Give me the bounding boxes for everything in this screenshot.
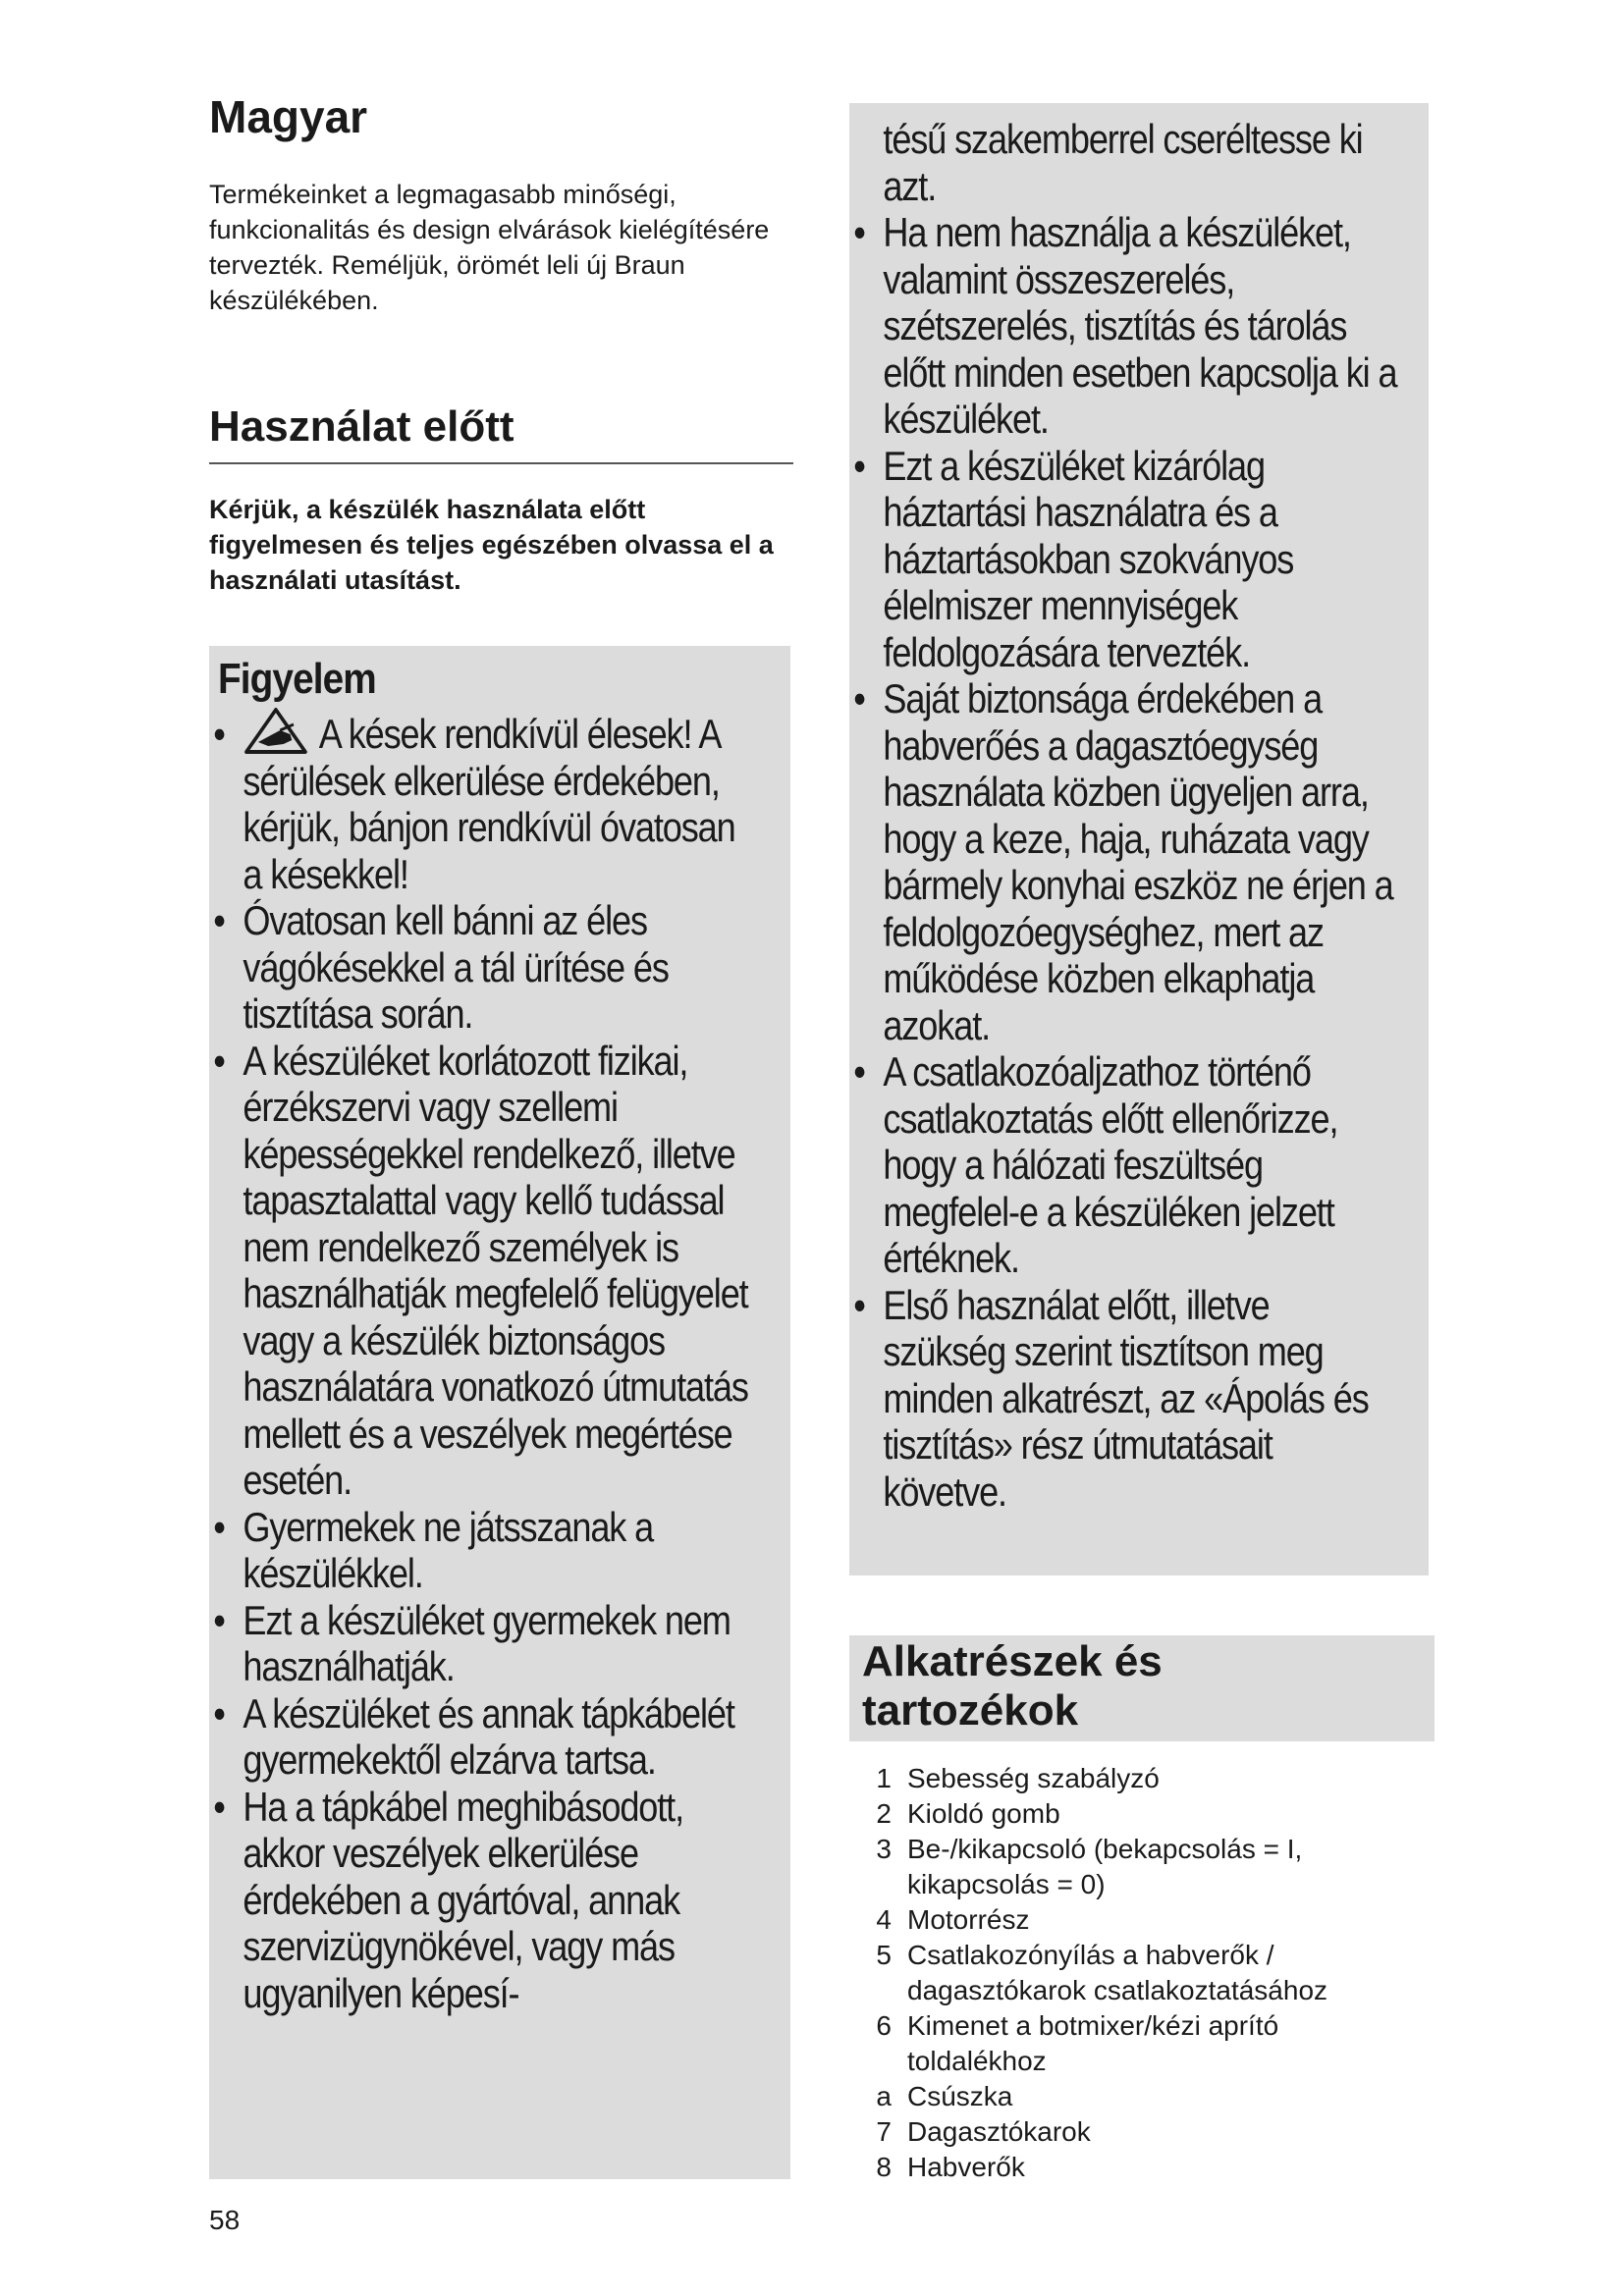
warning-heading: Figyelem	[218, 655, 376, 703]
part-label: Be-/kikapcsoló (bekapcsolás = I, kikapcsolás = 0)	[907, 1834, 1303, 1899]
warning-item	[849, 209, 1398, 443]
warning-item-text: A kések rendkívül élesek! A sérülések elkerülése érdekében, kérjük, bánjon rendkívül óvatosan a késekkel!	[243, 711, 735, 897]
bullet-icon: •	[853, 442, 865, 489]
part-number: 5	[876, 1940, 892, 1970]
intro-paragraph: Termékeinket a legmagasabb minőségi, funkcionalitás és design elvárások kielégítésére tervezték. Reméljük, örömét leli új Braun készülékében.	[209, 180, 770, 315]
part-label: Csatlakozónyílás a habverők / dagasztókarok csatlakoztatásához	[907, 1940, 1328, 2005]
bullet-icon: •	[853, 675, 865, 721]
bullet-icon: •	[213, 711, 225, 757]
warning-item	[209, 711, 749, 897]
warning-item	[849, 675, 1398, 1048]
bullet-icon: •	[213, 1037, 225, 1084]
part-number: 1	[876, 1763, 892, 1793]
warning-list-left	[209, 711, 749, 2016]
parts-list-item	[862, 1796, 1412, 1832]
part-label: Kimenet a botmixer/kézi aprító toldalékhoz	[907, 2010, 1279, 2076]
part-number: 2	[876, 1798, 892, 1829]
warning-item	[209, 1784, 749, 2017]
before-use-instruction: Kérjük, a készülék használata előtt figyelmesen és teljes egészében olvassa el a használati utasítást.	[209, 495, 774, 595]
parts-list-item	[862, 2150, 1412, 2185]
before-use-heading: Használat előtt	[209, 402, 514, 451]
sharp-blade-hand-warning-icon	[243, 707, 308, 756]
parts-list-item	[862, 1832, 1412, 1902]
part-number: a	[876, 2081, 892, 2111]
warning-item-text: Első használat előtt, illetve szükség szerint tisztítson meg minden alkatrészt, az «Ápolás és tisztítás» rész útmutatásait követve.	[883, 1281, 1369, 1515]
warning-item-text: Óvatosan kell bánni az éles vágókésekkel a tál ürítése és tisztítása során.	[243, 897, 669, 1037]
parts-list	[862, 1761, 1412, 2185]
bullet-icon: •	[853, 209, 865, 255]
part-number: 6	[876, 2010, 892, 2041]
bullet-icon: •	[213, 1503, 225, 1550]
part-number: 4	[876, 1904, 892, 1935]
parts-list-item	[862, 1761, 1412, 1796]
warning-item	[849, 1282, 1398, 1516]
bullet-icon: •	[213, 1783, 225, 1830]
warning-item-text: Ezt a készüléket kizárólag háztartási használatra és a háztartásokban szokványos élelmiszer mennyiségek feldolgozására tervezték.	[883, 442, 1294, 675]
warning-item-text: Ezt a készüléket gyermekek nem használhatják.	[243, 1596, 731, 1689]
part-label: Csúszka	[907, 2081, 1013, 2111]
warning-item	[209, 1690, 749, 1784]
warning-item-text: A csatlakozóaljzathoz történő csatlakoztatás előtt ellenőrizze, hogy a hálózati feszültség megfelel-e a készüléken jelzett értéknek.	[883, 1048, 1338, 1281]
warning-item	[209, 897, 749, 1038]
warning-item	[209, 1038, 749, 1504]
warning-list-right	[849, 116, 1398, 1515]
bullet-icon: •	[213, 1689, 225, 1736]
parts-list-item	[862, 2008, 1412, 2079]
warning-item-text: tésű szakemberrel cseréltesse ki azt.	[883, 116, 1363, 209]
part-label: Habverők	[907, 2152, 1025, 2182]
bullet-icon: •	[853, 1048, 865, 1095]
warning-item	[209, 1597, 749, 1690]
warning-item	[849, 443, 1398, 676]
part-label: Motorrész	[907, 1904, 1030, 1935]
bullet-icon: •	[213, 897, 225, 943]
warning-item-text: Ha a tápkábel meghibásodott, akkor veszélyek elkerülése érdekében a gyártóval, annak szervizügynökével, vagy más ugyanilyen képesí-	[243, 1783, 684, 2016]
parts-list-item	[862, 2114, 1412, 2150]
part-label: Kioldó gomb	[907, 1798, 1060, 1829]
part-label: Dagasztókarok	[907, 2116, 1091, 2147]
parts-list-item	[862, 2079, 1412, 2114]
part-number: 7	[876, 2116, 892, 2147]
heading-divider	[209, 462, 793, 464]
warning-item-continued	[849, 116, 1398, 209]
bullet-icon: •	[853, 1281, 865, 1328]
part-number: 3	[876, 1834, 892, 1864]
parts-list-item	[862, 1938, 1412, 2008]
warning-item	[849, 1048, 1398, 1282]
part-number: 8	[876, 2152, 892, 2182]
warning-item-text: Saját biztonsága érdekében a habverőés a dagasztóegység használata közben ügyeljen arra, hogy a keze, haja, ruházata vagy bármely konyhai eszköz ne érjen a feldolgozóegységhez, mert az működése közben elkaphatja azokat.	[883, 675, 1393, 1048]
warning-item-text: Ha nem használja a készüléket, valamint összeszerelés, szétszerelés, tisztítás és tárolás előtt minden esetben kapcsolja ki a készüléket.	[883, 209, 1397, 442]
warning-item-text: A készüléket korlátozott fizikai, érzékszervi vagy szellemi képességekkel rendelkező, illetve tapasztalattal vagy kellő tudással nem rendelkező személyek is használhatják megfelelő felügyelet vagy a készülék biztonságos használatára vonatkozó útmutatás mellett és a veszélyek megértése esetén.	[243, 1037, 748, 1503]
parts-heading: Alkatrészek és tartozékok	[862, 1637, 1163, 1735]
warning-item-text: Gyermekek ne játsszanak a készülékkel.	[243, 1503, 654, 1596]
parts-list-item	[862, 1902, 1412, 1938]
part-label: Sebesség szabályzó	[907, 1763, 1160, 1793]
page-number: 58	[209, 2205, 241, 2235]
warning-item-text: A készüléket és annak tápkábelét gyermekektől elzárva tartsa.	[243, 1689, 734, 1783]
warning-item	[209, 1504, 749, 1597]
language-heading: Magyar	[209, 91, 368, 142]
bullet-icon: •	[213, 1596, 225, 1643]
